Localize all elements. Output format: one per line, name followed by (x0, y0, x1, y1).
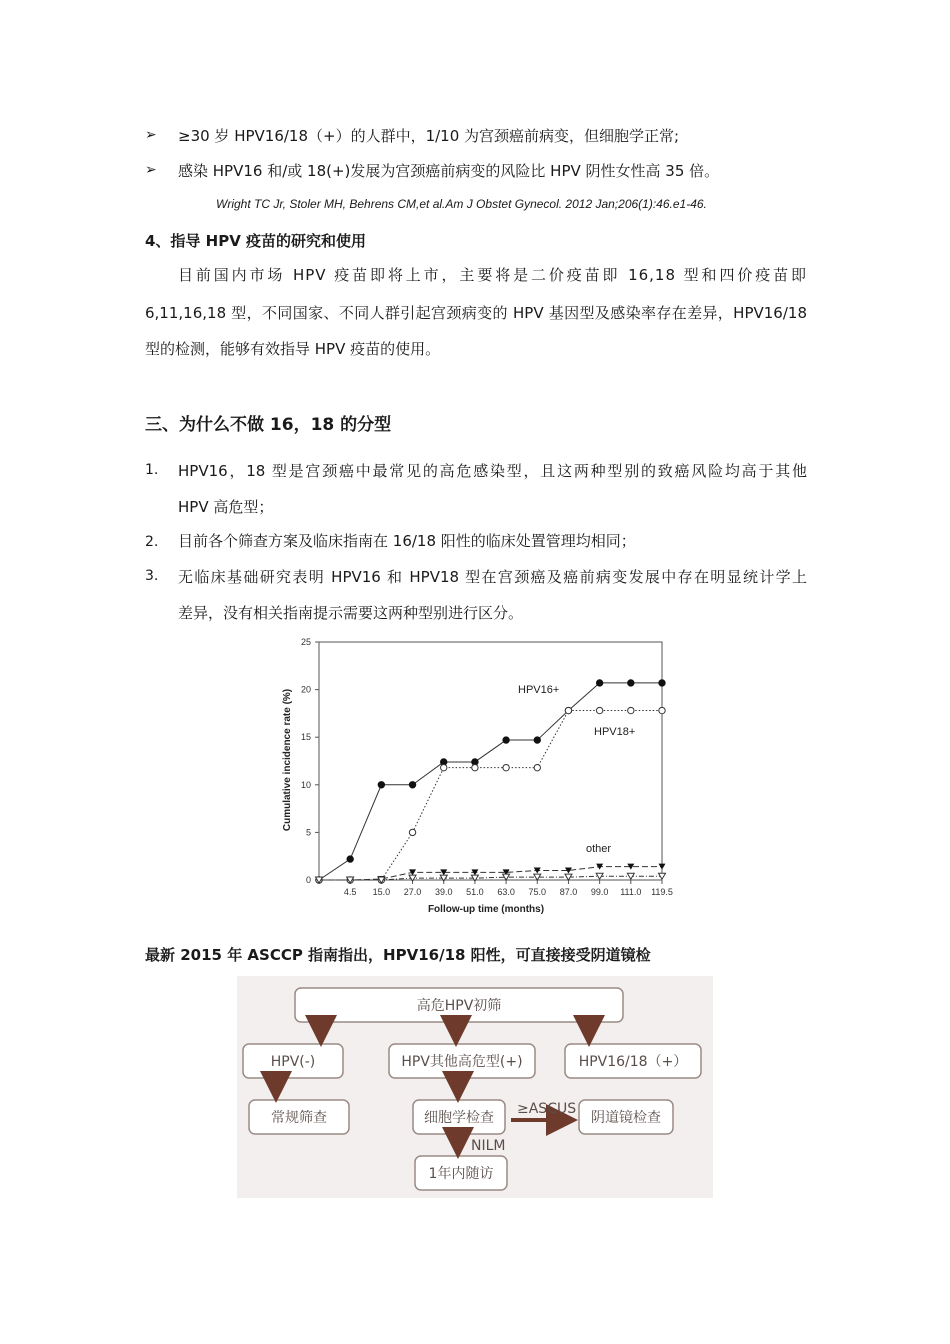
y-tick-label: 20 (300, 684, 311, 695)
data-point (534, 764, 540, 770)
data-point (472, 764, 478, 770)
data-point (596, 707, 602, 713)
legend-hpv18: HPV18+ (594, 726, 636, 738)
data-point (534, 737, 540, 743)
box-followup-label: 1年内随访 (428, 1166, 494, 1182)
data-point (441, 764, 447, 770)
section4-line: 型的检测，能够有效指导 HPV 疫苗的使用。 (145, 340, 441, 358)
data-point (347, 856, 353, 862)
x-tick-label: 63.0 (497, 887, 515, 897)
box-hr-hpv-screen-label: 高危HPV初筛 (416, 998, 502, 1014)
asccp-heading: 最新 2015 年 ASCCP 指南指出，HPV16/18 阳性，可直接接受阴道镜检 (145, 946, 651, 964)
data-point (659, 707, 665, 713)
box-hpv-negative-label: HPV(-) (270, 1054, 316, 1070)
section4-heading: 4、指导 HPV 疫苗的研究和使用 (145, 232, 367, 250)
list-number: 3. (145, 568, 159, 584)
x-tick-label: 111.0 (620, 887, 642, 897)
data-point (503, 764, 509, 770)
data-point (659, 864, 666, 870)
x-tick-label: 39.0 (434, 887, 453, 897)
citation: Wright TC Jr, Stoler MH, Behrens CM,et al.Am J Obstet Gynecol. 2012 Jan;206(1):46.e1-46. (216, 197, 707, 211)
x-tick-label: 27.0 (403, 887, 422, 897)
asccp-flowchart (237, 976, 713, 1198)
data-point (565, 707, 571, 713)
x-tick-label: 87.0 (559, 887, 578, 897)
x-tick-label: 75.0 (528, 887, 547, 897)
list-item-line: 差异，没有相关指南提示需要这两种型别进行区分。 (178, 604, 524, 622)
x-tick-label: 119.5 (651, 887, 673, 897)
data-point (378, 782, 384, 788)
data-point (409, 829, 415, 835)
y-tick-label: 0 (305, 875, 311, 885)
data-point (659, 680, 665, 686)
bullet-item: 感染 HPV16 和/或 18(+)发展为宫颈癌前病变的风险比 HPV 阴性女性高 35 倍。 (178, 162, 720, 180)
x-axis-label: Follow-up time (months) (427, 904, 545, 915)
data-point (503, 737, 509, 743)
section3-heading: 三、为什么不做 16，18 的分型 (145, 415, 392, 435)
arrow-bullet-icon: ➢ (145, 162, 157, 178)
y-tick-label: 5 (305, 827, 311, 838)
y-axis-label: Cumulative incidence rate (%) (282, 688, 293, 832)
list-item-line: HPV16，18 型是宫颈癌中最常见的高危感染型，且这两种型别的致癌风险均高于其他 (178, 462, 807, 480)
data-point (409, 782, 415, 788)
list-number: 2. (145, 534, 159, 550)
list-item-line: HPV 高危型； (178, 498, 274, 516)
data-point (628, 707, 634, 713)
y-tick-label: 10 (300, 779, 311, 790)
series-line-4 (319, 876, 662, 880)
x-tick-label: 4.5 (343, 887, 357, 897)
list-item-line: 无临床基础研究表明 HPV16 和 HPV18 型在宫颈癌及癌前病变发展中存在明显统计学上 (178, 568, 807, 586)
box-hpv1618-label: HPV16/18（+） (578, 1054, 688, 1070)
box-routine-screen-label: 常规筛查 (271, 1110, 327, 1126)
y-tick-label: 15 (300, 732, 311, 743)
x-tick-label: 51.0 (466, 887, 484, 897)
list-number: 1. (145, 462, 159, 478)
ascus-label: ≥ASCUS (517, 1101, 577, 1117)
box-other-hr-label: HPV其他高危型(+) (401, 1054, 523, 1070)
legend-hpv16: HPV16+ (518, 684, 560, 696)
incidence-chart (270, 632, 680, 922)
data-point (628, 680, 634, 686)
list-item-line: 目前各个筛查方案及临床指南在 16/18 阳性的临床处置管理均相同； (178, 532, 636, 550)
bullet-item: ≥30 岁 HPV16/18（+）的人群中，1/10 为宫颈癌前病变，但细胞学正常; (178, 127, 680, 145)
y-tick-label: 25 (300, 637, 311, 647)
x-tick-label: 99.0 (590, 887, 609, 897)
data-point (596, 680, 602, 686)
section4-line: 目前国内市场 HPV 疫苗即将上市，主要将是二价疫苗即 16,18 型和四价疫苗即 (178, 266, 807, 284)
x-tick-label: 15.0 (372, 887, 391, 897)
box-colposcopy-label: 阴道镜检查 (591, 1110, 661, 1126)
legend-other: other (586, 843, 612, 855)
data-point (409, 869, 416, 875)
nilm-label: NILM (471, 1138, 506, 1154)
section4-line: 6,11,16,18 型，不同国家、不同人群引起宫颈病变的 HPV 基因型及感染率存在差异，HPV16/18 (145, 304, 807, 322)
box-cytology-label: 细胞学检查 (424, 1110, 494, 1126)
arrow-bullet-icon: ➢ (145, 127, 157, 143)
